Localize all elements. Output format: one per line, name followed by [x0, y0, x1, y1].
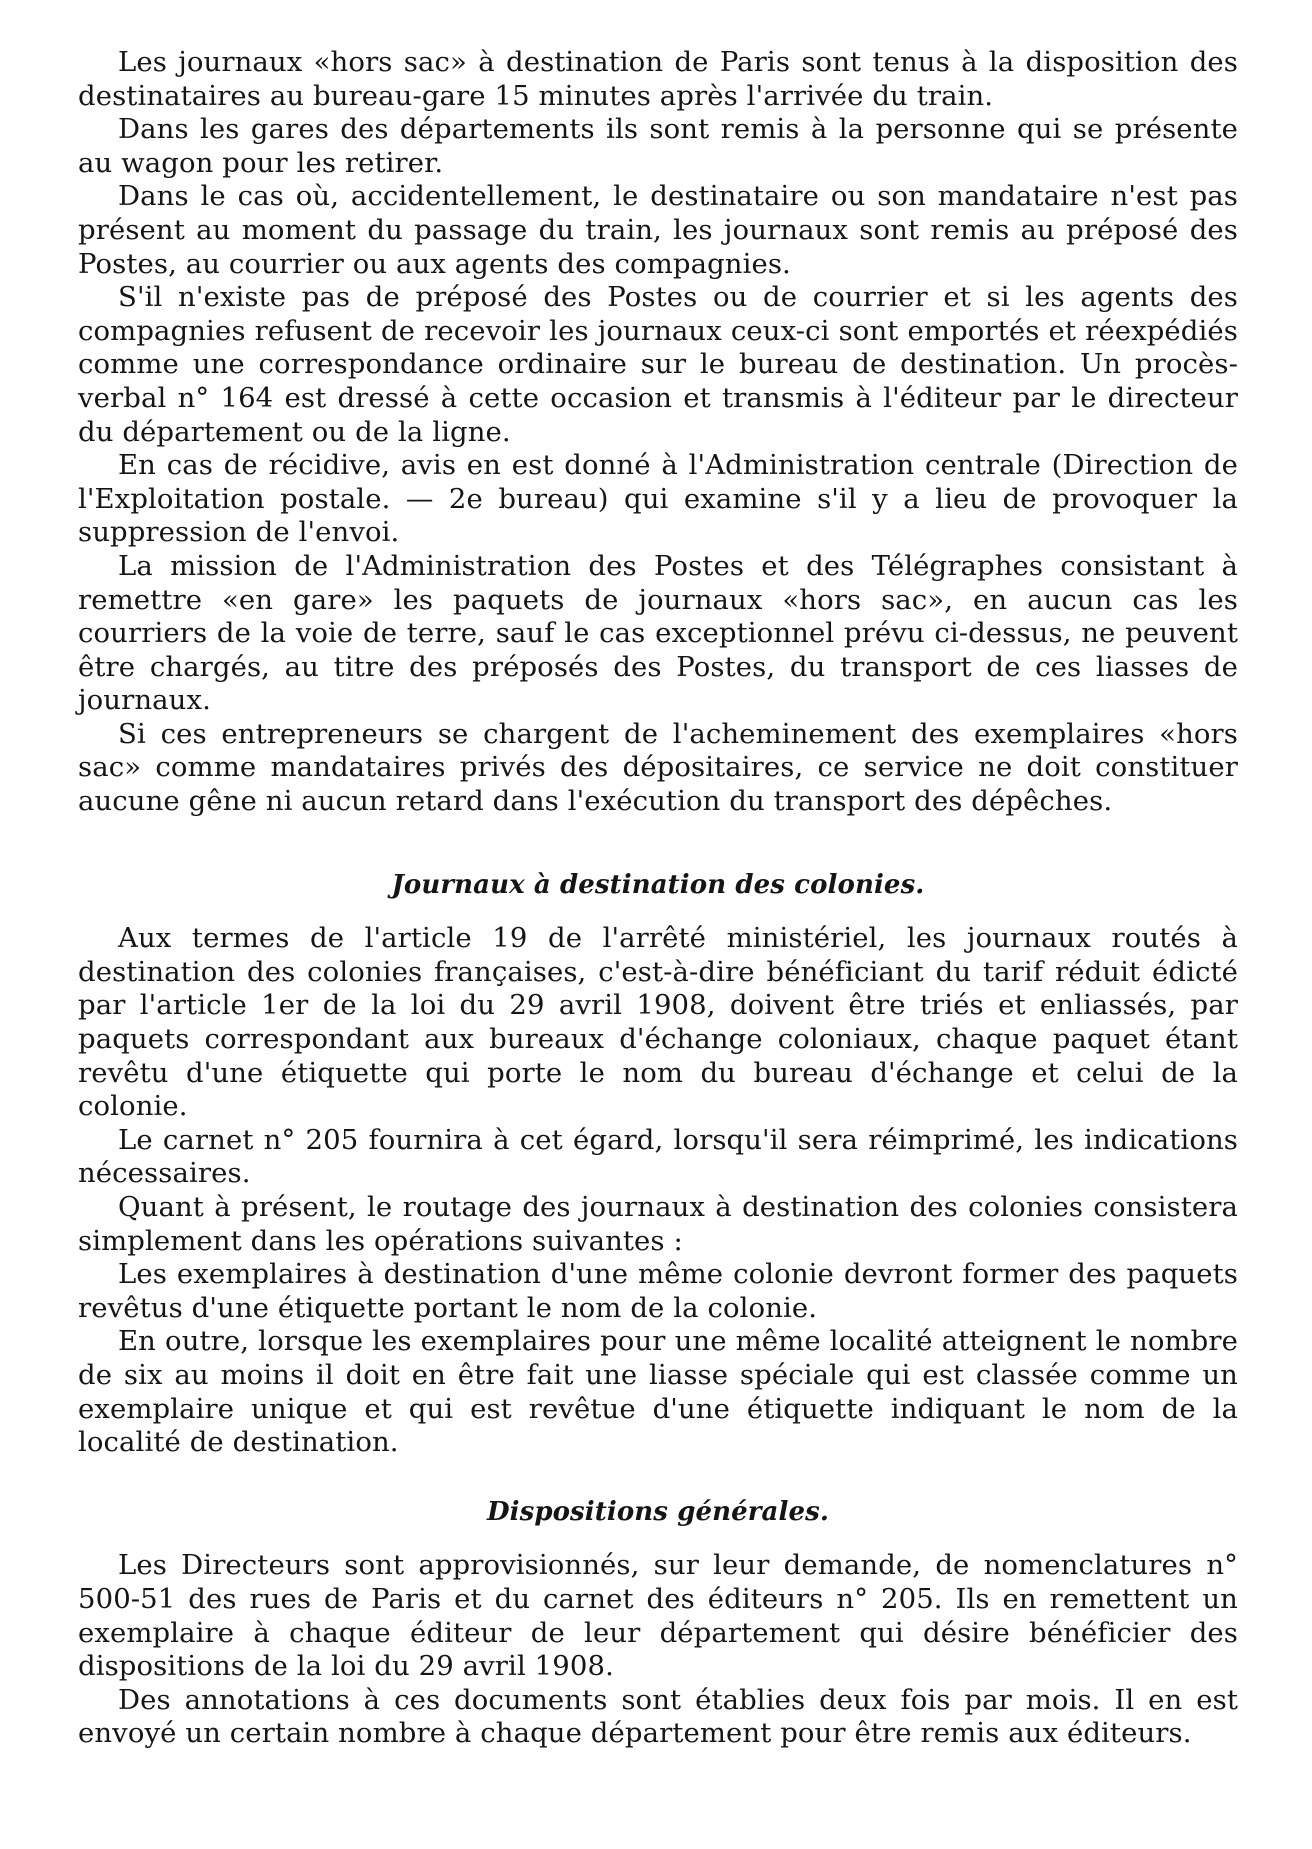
paragraph: S'il n'existe pas de préposé des Postes ou de courrier et si les agents des compagnies refusent de recevoir les journaux ceux-ci sont emportés et réexpédiés comme une correspondance ordinaire sur le bureau de destination. Un procès-verbal n° 164 est dressé à cette occasion et transmis à l'éditeur par le directeur du département ou de la ligne.	[78, 281, 1238, 448]
section-colonies	[78, 922, 1238, 1460]
paragraph: Si ces entrepreneurs se chargent de l'acheminement des exemplaires «hors sac» comme mandataires privés des dépositaires, ce service ne doit constituer aucune gêne ni aucun retard dans l'exécution du transport des dépêches.	[78, 717, 1238, 818]
paragraph: Dans les gares des départements ils sont remis à la personne qui se présente au wagon pour les retirer.	[78, 113, 1238, 179]
section-heading-dispositions-generales: Dispositions générales.	[486, 1496, 830, 1527]
paragraph: Le carnet n° 205 fournira à cet égard, lorsqu'il sera réimprimé, les indications nécessaires.	[78, 1123, 1238, 1190]
section-dispositions-generales	[78, 1549, 1238, 1751]
paragraph: Quant à présent, le routage des journaux à destination des colonies consistera simplement dans les opérations suivantes :	[78, 1191, 1238, 1257]
paragraph: Les exemplaires à destination d'une même colonie devront former des paquets revêtus d'une étiquette portant le nom de la colonie.	[78, 1258, 1238, 1324]
paragraph: Des annotations à ces documents sont établies deux fois par mois. Il en est envoyé un certain nombre à chaque département pour être remis aux éditeurs.	[78, 1683, 1238, 1750]
paragraph: En outre, lorsque les exemplaires pour une même localité atteignent le nombre de six au moins il doit en être fait une liasse spéciale qui est classée comme un exemplaire unique et qui est revêtue d'une étiquette indiquant le nom de la localité de destination.	[78, 1325, 1238, 1459]
document-page	[78, 46, 1238, 1751]
paragraph: Les Directeurs sont approvisionnés, sur leur demande, de nomenclatures n° 500-51 des rues de Paris et du carnet des éditeurs n° 205. Ils en remettent un exemplaire à chaque éditeur de leur département qui désire bénéficier des dispositions de la loi du 29 avril 1908.	[78, 1549, 1238, 1683]
paragraph: La mission de l'Administration des Postes et des Télégraphes consistant à remettre «en gare» les paquets de journaux «hors sac», en aucun cas les courriers de la voie de terre, sauf le cas exceptionnel prévu ci-dessus, ne peuvent être chargés, au titre des préposés des Postes, du transport de ces liasses de journaux.	[78, 549, 1238, 717]
paragraph: Dans le cas où, accidentellement, le destinataire ou son mandataire n'est pas présent au moment du passage du train, les journaux sont remis au préposé des Postes, au courrier ou aux agents des compagnies.	[78, 180, 1238, 280]
section-heading-colonies: Journaux à destination des colonies.	[391, 869, 925, 900]
paragraph: Aux termes de l'article 19 de l'arrêté ministériel, les journaux routés à destination des colonies françaises, c'est-à-dire bénéficiant du tarif réduit édicté par l'article 1er de la loi du 29 avril 1908, doivent être triés et enliassés, par paquets correspondant aux bureaux d'échange coloniaux, chaque paquet étant revêtu d'une étiquette qui porte le nom du bureau d'échange et celui de la colonie.	[78, 922, 1238, 1123]
section-intro	[78, 46, 1238, 819]
paragraph: Les journaux «hors sac» à destination de Paris sont tenus à la disposition des destinataires au bureau-gare 15 minutes après l'arrivée du train.	[78, 46, 1238, 112]
paragraph: En cas de récidive, avis en est donné à l'Administration centrale (Direction de l'Exploitation postale. — 2e bureau) qui examine s'il y a lieu de provoquer la suppression de l'envoi.	[78, 449, 1238, 549]
